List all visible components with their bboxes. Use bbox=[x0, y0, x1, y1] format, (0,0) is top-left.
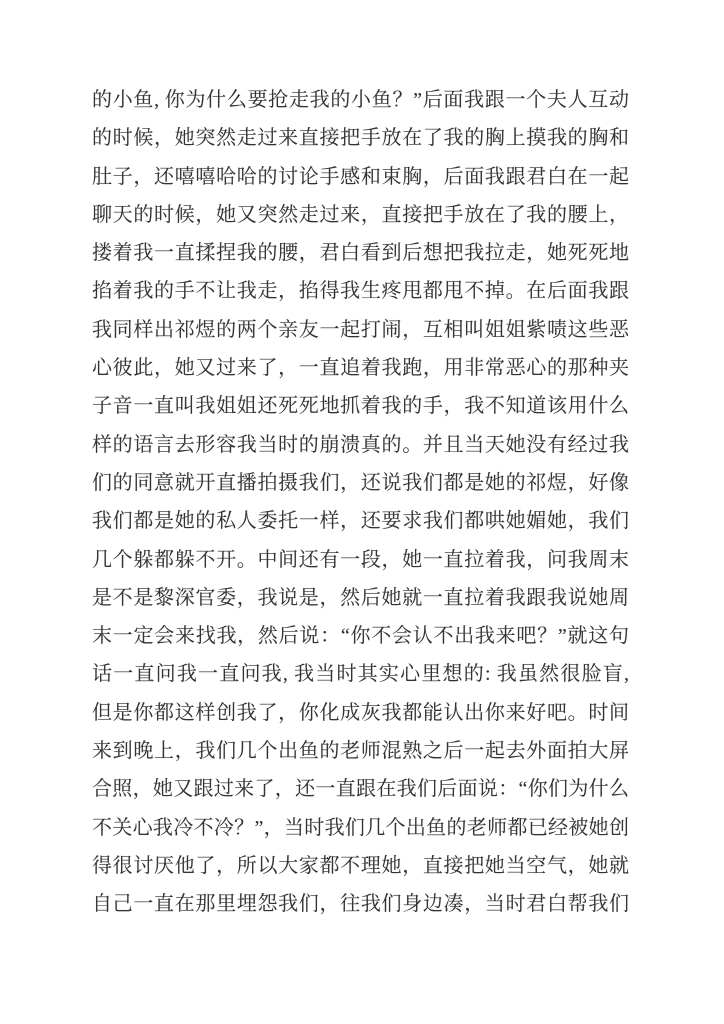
text-line: 但是你都这样创我了，你化成灰我都能认出你来好吧。时间 bbox=[92, 701, 629, 724]
text-line: 搂着我一直揉捏我的腰，君白看到后想把我拉走，她死死地 bbox=[92, 242, 629, 265]
text-line: 样的语言去形容我当时的崩溃真的。并且当天她没有经过我 bbox=[92, 433, 629, 456]
paragraph-block bbox=[92, 81, 629, 924]
text-line: 肚子，还嘻嘻哈哈的讨论手感和束胸，后面我跟君白在一起 bbox=[92, 165, 629, 188]
text-line: 得很讨厌他了，所以大家都不理她，直接把她当空气，她就 bbox=[92, 854, 629, 877]
text-line: 是不是黎深官委，我说是，然后她就一直拉着我跟我说她周 bbox=[92, 586, 629, 609]
text-line: 我同样出祁煜的两个亲友一起打闹，互相叫姐姐紫啧这些恶 bbox=[92, 318, 629, 341]
text-line: 末一定会来找我，然后说：“你不会认不出我来吧？”就这句 bbox=[92, 625, 629, 648]
text-line: 聊天的时候，她又突然走过来，直接把手放在了我的腰上， bbox=[92, 203, 629, 226]
text-line: 自己一直在那里埋怨我们，往我们身边凑，当时君白帮我们 bbox=[92, 893, 629, 916]
text-line: 掐着我的手不让我走，掐得我生疼甩都甩不掉。在后面我跟 bbox=[92, 280, 629, 303]
text-line: 心彼此，她又过来了，一直追着我跑，用非常恶心的那种夹 bbox=[92, 357, 629, 380]
text-line: 几个躲都躲不开。中间还有一段，她一直拉着我，问我周末 bbox=[92, 548, 629, 571]
text-line: 来到晚上，我们几个出鱼的老师混熟之后一起去外面拍大屏 bbox=[92, 740, 629, 763]
text-line: 合照，她又跟过来了，还一直跟在我们后面说：“你们为什么 bbox=[92, 778, 629, 801]
text-line: 的小鱼, 你为什么要抢走我的小鱼？”后面我跟一个夫人互动 bbox=[92, 89, 629, 111]
text-line: 话一直问我一直问我, 我当时其实心里想的: 我虽然很脸盲, bbox=[92, 663, 629, 686]
text-line: 我们都是她的私人委托一样，还要求我们都哄她媚她，我们 bbox=[92, 510, 629, 533]
text-line: 子音一直叫我姐姐还死死地抓着我的手，我不知道该用什么 bbox=[92, 395, 629, 418]
text-line: 不关心我冷不冷？”，当时我们几个出鱼的老师都已经被她创 bbox=[92, 816, 629, 839]
text-line: 的时候，她突然走过来直接把手放在了我的胸上摸我的胸和 bbox=[92, 127, 629, 150]
text-line: 们的同意就开直播拍摄我们，还说我们都是她的祁煜，好像 bbox=[92, 471, 629, 494]
